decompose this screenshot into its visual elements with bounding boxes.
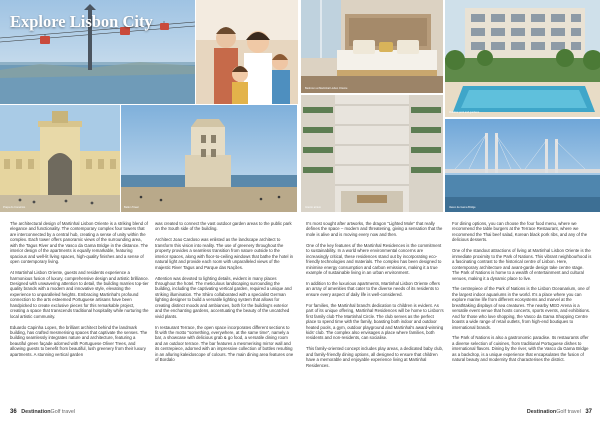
text-column-3 — [306, 221, 445, 374]
paragraph: The architectural design of Martinhal Lisbon Oriente is a striking blend of elegance and functionality. The contemporary complex four towers that are interconnected by a central hub, creating a sense of unity within the complex. Each tower offers panoramic views of the surrounding area, with the Tagus River and the Vasco da Gama Bridge in the distance. The interior design of the apartments is equally remarkable, featuring spacious and well-lit living spaces, high-quality finishes and a sense of open contemporary living. — [10, 221, 149, 265]
paragraph: Attention was devoted to lighting details, evident in many places throughout the hotel. The meticulous landscaping surrounding the building, including the captivating vertical garden, required a unique and striking illumination. The Shiiro collaborated with a specialist German lighting designer to build a versatile lighting system that allows for creating distinct moods and ambiances, both for the building's exterior and the enchanting gardens, accentuating the beauty of the uncatched vivid plants. — [155, 275, 292, 319]
text-column-2 — [155, 221, 294, 368]
commerce-square-photo — [0, 105, 120, 212]
caption-bedroom: Bedroom at Martinhal Lisbon Oriente — [305, 87, 348, 90]
caption-atrium: Interior atrium — [305, 206, 321, 209]
caption-pool: Outdoor pool and gardens — [449, 111, 480, 114]
bridge-photo — [445, 119, 600, 212]
paragraph: Eduardo Capinha Lopes, the brilliant architect behind the landmark building, has crafted mesmerising spaces that captivate the senses. The building seamlessly integrates nature and architecture, featuring a beautiful green façade adorned with Portuguese Oliver Trees, and allowing guests to benefit from beautiful, lush greenery from their luxury apartments. A stunning vertical garden — [10, 324, 148, 357]
belem-tower-photo — [121, 105, 297, 212]
caption-commerce-square: Praça do Comércio — [3, 206, 26, 209]
caption-bridge: Vasco da Gama Bridge — [449, 206, 476, 209]
paragraph: One of the standout attractions of living at Martinhal Lisbon Oriente is the immediate proximity to the Park of Nations. This vibrant neighbourhood is a fascinating contrast to the historical centre of Lisbon. Here, contemporary architecture and avant-garde design take centre stage. The Park of Nations is home to a wealth of entertainment and cultural venues, making it a dynamic place to live. — [452, 248, 592, 281]
text-column-4 — [452, 221, 592, 368]
paragraph: At Martinhal Lisbon Oriente, guests and residents experience a harmonious fusion of luxury, comprehensive design and artistic brilliance. Designed with unwavering attention to detail, the building marries top-tier quality brands with a modern and innovative style, elevating the experience to unparalleled heights. Embracing Martinhal's profound connection to the arts esteemed Portuguese artisans have been handpicked to create exclusive pieces for this remarkable project, creating a space that transcends traditional hospitality while nurturing the local artistic community. — [10, 270, 149, 319]
publication-name-right: DestinationGolf travel — [526, 409, 581, 415]
paragraph: The Park of Nations is also a gastronomic paradise. Its restaurants offer a diverse selection of cuisines, from traditional Portuguese dishes to international flavors. Dining by the river, with the Vasco da Gama Bridge as a backdrop, is a unique experience that encapsulates the fusion of natural beauty and modernity that characterises the district. — [452, 335, 589, 363]
page-number-right: 37 — [585, 409, 592, 415]
paragraph: For dining options, you can choose the four food menu, where we recommend the table burgers at the Terrace Restaurant, where we recommend the Thai beef salad, Korean black pork ribs, and any of the delicious desserts. — [452, 221, 588, 243]
paragraph: This family-oriented concept includes play areas, a dedicated baby club, and family-friendly dining options, all designed to ensure that children have a memorable and enjoyable experience living at Martinhal Residences. — [306, 346, 444, 368]
pool-photo — [445, 0, 600, 117]
caption-belem-tower: Belém Tower — [124, 206, 139, 209]
footer-right — [527, 408, 592, 416]
paragraph: For families, the Martinhal brand's dedication to children is evident. As part of its unique offering, Martinhal Residences will be home to Lisbon's first family club The Martinhal Circle. The club serves as the perfect place to spend time with the family, boasting both indoor and outdoor heated pools, a gym, outdoor playground and Martinhal's award-winning kids' club. The complex also envisages a place where families, both residents and non-residents, can socialise. — [306, 302, 444, 341]
text-column-1 — [10, 221, 149, 363]
paragraph: II's most sought after artworks, the dragon "Lighted Mole" that really defines the space – modern and threatening, giving a sensation that the mole is alive and is moving every now and then. — [306, 221, 443, 237]
paragraph: In restaurant Terrace, the open space incorporates different sections to fit with the motto "something, everywhere, at the same time", namely a bar, a showcase with delicious grab & go food, a versatile dining room and an outdoor terrace. The bar features a mesmerising mirror wall and its centrepiece, adorned with an impressive collection of bottles resulting in an alluring kaleidoscope of colours. The main dining area features one of Bordalo — [155, 324, 294, 363]
paragraph: was created to connect the vast outdoor garden areas to the public park on the South side of the building. — [155, 221, 292, 232]
page-number-left: 36 — [10, 409, 17, 415]
paragraph: Architect Joao Cardoso was enlisted as the landscape architect to transform this vision into reality. The use of greenery throughout the property provides a seamless transition from nature outside to the interior spaces, along with floor-to-ceiling windows that bathe the hotel in natural light and provide each room with unparalleled views of the majestic River Tagus and Parque das Nações. — [155, 237, 294, 270]
paragraph: The centrepiece of the Park of Nations is the Lisbon Oceanarium, one of the largest indoor aquariums in the world. It's a place where you can explore marine life from different ecosystems and marvel at the breathtaking displays of sea creatures. The nearby MEO Arena is a versatile event venue that hosts concerts, sports events, and exhibitions. And for those who love shopping, the Vasco da Gama Shopping Centre boasts a wide range of retail outlets, from high-end boutiques to international brands. — [452, 286, 591, 330]
publication-name-left: DestinationGolf travel — [21, 409, 76, 415]
atrium-photo — [301, 95, 443, 212]
bedroom-photo — [301, 0, 443, 93]
page-title: Explore Lisbon City — [10, 12, 153, 31]
paragraph: In addition to the luxurious apartments, Martinhal Lisbon Oriente offers an array of amenities that cater to the diverse needs of its residents to ensure every aspect of daily life is well-considered. — [306, 280, 440, 297]
family-photo — [196, 0, 298, 104]
footer-left — [10, 408, 75, 416]
paragraph: One of the key features of the Martinhal Residences is the commitment to sustainability. In a world where environmental concerns are increasingly critical, these residences stand out by incorporating eco-friendly technologies and materials. The complex has been designed to minimise energy consumption and carbon emissions, making it a true example of sustainable living in an urban environment. — [306, 242, 442, 276]
